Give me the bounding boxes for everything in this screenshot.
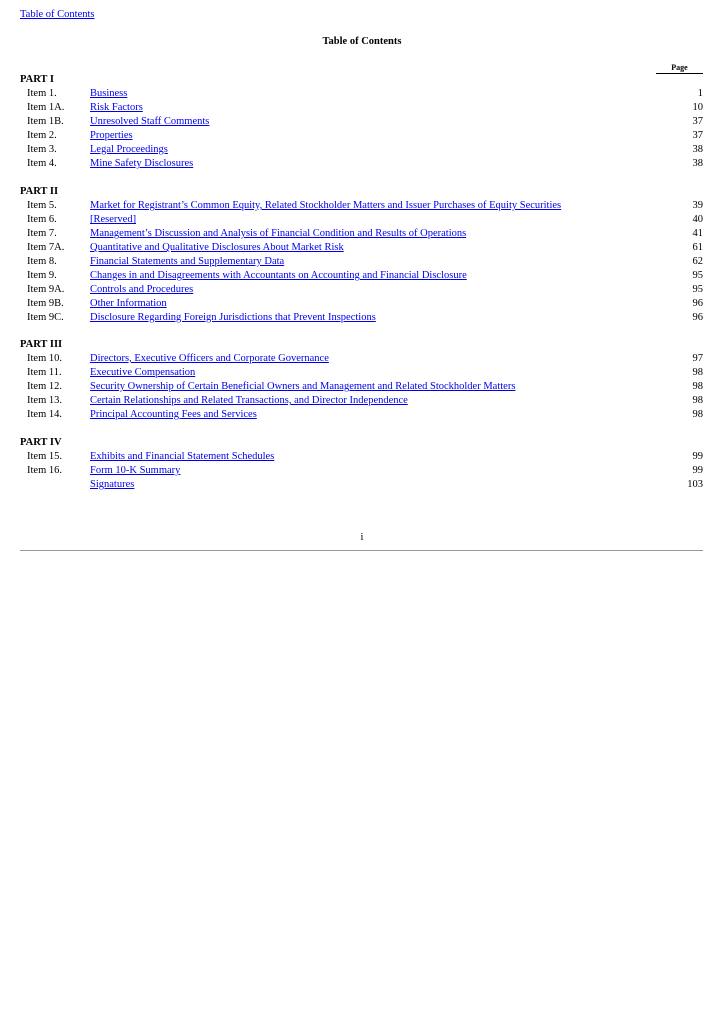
item-title-link[interactable]: Signatures [90, 479, 135, 490]
item-page-number: 39 [692, 200, 703, 211]
item-page-number: 38 [692, 144, 703, 155]
item-number: Item 14. [27, 409, 62, 420]
item-title-link[interactable]: Risk Factors [90, 102, 143, 113]
item-page-number: 98 [692, 395, 703, 406]
toc-row [0, 255, 724, 269]
item-title-link[interactable]: Directors, Executive Officers and Corporate Governance [90, 353, 329, 364]
item-number: Item 9C. [27, 312, 64, 323]
item-title-link[interactable]: Business [90, 88, 128, 99]
item-page-number: 62 [692, 256, 703, 267]
toc-row [0, 380, 724, 394]
item-number: Item 1. [27, 88, 57, 99]
toc-row [0, 352, 724, 366]
item-number: Item 12. [27, 381, 62, 392]
item-title-link[interactable]: Management’s Discussion and Analysis of Financial Condition and Results of Operations [90, 228, 467, 239]
item-page-number: 10 [692, 102, 703, 113]
item-number: Item 16. [27, 465, 62, 476]
toc-row [0, 129, 724, 143]
part-heading: PART IV [20, 437, 62, 448]
item-title-link[interactable]: Security Ownership of Certain Beneficial Owners and Management and Related Stockholder Matters [90, 381, 516, 392]
item-page-number: 40 [692, 214, 703, 225]
item-page-number: 97 [692, 353, 703, 364]
item-page-number: 96 [692, 312, 703, 323]
page-column-header: Page [656, 63, 703, 74]
toc-row [0, 450, 724, 464]
top-table-of-contents-link[interactable]: Table of Contents [20, 9, 95, 20]
part-heading: PART I [20, 74, 54, 85]
item-number: Item 6. [27, 214, 57, 225]
part-heading: PART II [20, 186, 59, 197]
item-title-link[interactable]: Controls and Procedures [90, 284, 194, 295]
item-title-link[interactable]: Form 10-K Summary [90, 465, 181, 476]
item-title-link[interactable]: [Reserved] [90, 214, 137, 225]
item-title-link[interactable]: Unresolved Staff Comments [90, 116, 210, 127]
toc-row [0, 213, 724, 227]
item-page-number: 1 [697, 88, 703, 99]
item-number: Item 3. [27, 144, 57, 155]
item-number: Item 5. [27, 200, 57, 211]
item-number: Item 13. [27, 395, 62, 406]
item-number: Item 8. [27, 256, 57, 267]
toc-row [0, 311, 724, 325]
toc-row [0, 227, 724, 241]
item-page-number: 99 [692, 451, 703, 462]
toc-row [0, 143, 724, 157]
toc-row [0, 101, 724, 115]
toc-row [0, 394, 724, 408]
item-title-link[interactable]: Legal Proceedings [90, 144, 168, 155]
item-number: Item 7. [27, 228, 57, 239]
item-page-number: 98 [692, 381, 703, 392]
item-title-link[interactable]: Certain Relationships and Related Transactions, and Director Independence [90, 395, 408, 406]
toc-row [0, 199, 724, 213]
item-number: Item 15. [27, 451, 62, 462]
toc-row [0, 408, 724, 422]
toc-row [0, 283, 724, 297]
item-page-number: 38 [692, 158, 703, 169]
item-page-number: 37 [692, 116, 703, 127]
item-number: Item 11. [27, 367, 62, 378]
toc-row [0, 157, 724, 171]
toc-row [0, 297, 724, 311]
item-title-link[interactable]: Exhibits and Financial Statement Schedules [90, 451, 275, 462]
item-title-link[interactable]: Financial Statements and Supplementary Data [90, 256, 285, 267]
page-divider [20, 550, 703, 551]
item-number: Item 9A. [27, 284, 65, 295]
item-number: Item 1A. [27, 102, 65, 113]
toc-row [0, 464, 724, 478]
toc-row [0, 366, 724, 380]
item-page-number: 37 [692, 130, 703, 141]
item-number: Item 9. [27, 270, 57, 281]
toc-row [0, 269, 724, 283]
item-title-link[interactable]: Executive Compensation [90, 367, 196, 378]
item-title-link[interactable]: Changes in and Disagreements with Accountants on Accounting and Financial Disclosure [90, 270, 467, 281]
item-number: Item 10. [27, 353, 62, 364]
item-title-link[interactable]: Principal Accounting Fees and Services [90, 409, 257, 420]
page-title: Table of Contents [322, 36, 402, 47]
item-number: Item 1B. [27, 116, 64, 127]
item-number: Item 9B. [27, 298, 64, 309]
item-title-link[interactable]: Disclosure Regarding Foreign Jurisdictions that Prevent Inspections [90, 312, 376, 323]
item-page-number: 96 [692, 298, 703, 309]
toc-row [0, 87, 724, 101]
item-number: Item 7A. [27, 242, 65, 253]
item-number: Item 4. [27, 158, 57, 169]
item-page-number: 95 [692, 284, 703, 295]
item-title-link[interactable]: Quantitative and Qualitative Disclosures About Market Risk [90, 242, 344, 253]
part-heading: PART III [20, 339, 63, 350]
footer-page-number: i [360, 532, 364, 543]
item-page-number: 98 [692, 409, 703, 420]
item-title-link[interactable]: Properties [90, 130, 133, 141]
item-number: Item 2. [27, 130, 57, 141]
item-page-number: 103 [687, 479, 703, 490]
item-title-link[interactable]: Other Information [90, 298, 167, 309]
toc-row [0, 241, 724, 255]
toc-row [0, 478, 724, 492]
item-page-number: 61 [692, 242, 703, 253]
item-page-number: 41 [692, 228, 703, 239]
item-page-number: 95 [692, 270, 703, 281]
toc-row [0, 115, 724, 129]
item-title-link[interactable]: Market for Registrant’s Common Equity, Related Stockholder Matters and Issuer Purchases of Equity Securities [90, 200, 562, 211]
item-page-number: 99 [692, 465, 703, 476]
item-page-number: 98 [692, 367, 703, 378]
item-title-link[interactable]: Mine Safety Disclosures [90, 158, 194, 169]
